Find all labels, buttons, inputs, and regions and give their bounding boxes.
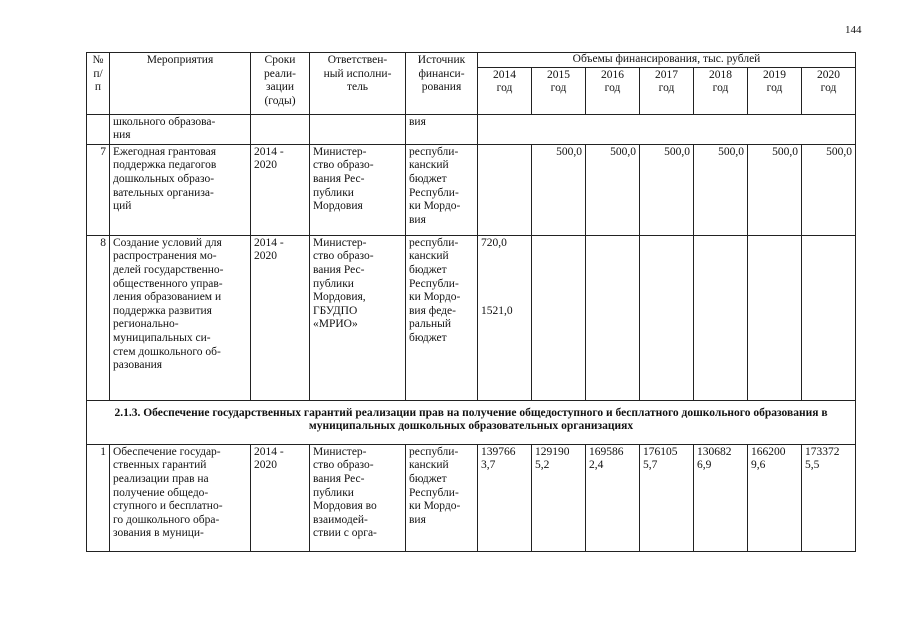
cell-value: 500,0	[694, 144, 748, 235]
cell-terms	[251, 114, 310, 144]
cell-value: 176105 5,7	[640, 444, 694, 551]
cell-source: вия	[406, 114, 478, 144]
cell-event: Ежегодная грантовая поддержка педагогов дошкольных образо- вательных организа- ций	[110, 144, 251, 235]
section-row	[87, 400, 856, 444]
cell-terms: 2014 - 2020	[251, 144, 310, 235]
cell-executor: Министер- ство образо- вания Рес- публики Мордовия	[310, 144, 406, 235]
cell-value: 500,0	[532, 144, 586, 235]
cell-source: республи- канский бюджет Республи- ки Мордо- вия феде- ральный бюджет	[406, 235, 478, 400]
cell-executor	[310, 114, 406, 144]
cell-values	[478, 114, 856, 144]
table-row-8	[87, 235, 856, 400]
cell-num: 1	[87, 444, 110, 551]
table-row-1	[87, 444, 856, 551]
cell-executor: Министер- ство образо- вания Рес- публики Мордовия во взаимодей- ствии с орга-	[310, 444, 406, 551]
cell-value	[478, 144, 532, 235]
header-terms: Сроки реали- зации (годы)	[251, 53, 310, 115]
cell-terms: 2014 - 2020	[251, 235, 310, 400]
cell-value	[748, 235, 802, 400]
cell-value: 720,0 1521,0	[478, 235, 532, 400]
header-year: 2015 год	[532, 67, 586, 114]
cell-num	[87, 114, 110, 144]
cell-value: 500,0	[748, 144, 802, 235]
cell-num: 8	[87, 235, 110, 400]
header-funding: Объемы финансирования, тыс. рублей	[478, 53, 856, 68]
cell-value: 130682 6,9	[694, 444, 748, 551]
cell-source: республи- канский бюджет Республи- ки Мордо- вия	[406, 444, 478, 551]
table-row-continuation	[87, 114, 856, 144]
cell-event: школьного образова- ния	[110, 114, 251, 144]
cell-value	[532, 235, 586, 400]
header-row	[87, 53, 856, 68]
header-year: 2019 год	[748, 67, 802, 114]
cell-value: 166200 9,6	[748, 444, 802, 551]
header-source: Источник финанси- рования	[406, 53, 478, 115]
table-row-7	[87, 144, 856, 235]
header-event: Мероприятия	[110, 53, 251, 115]
cell-value: 500,0	[640, 144, 694, 235]
header-year: 2014 год	[478, 67, 532, 114]
cell-value	[802, 235, 856, 400]
header-year: 2018 год	[694, 67, 748, 114]
cell-value: 500,0	[586, 144, 640, 235]
cell-value	[586, 235, 640, 400]
header-year: 2020 год	[802, 67, 856, 114]
section-title: 2.1.3. Обеспечение государственных гарантий реализации прав на получение общедоступного и бесплатного дошкольного образования в муниципальных дошкольных образовательных организациях	[87, 400, 856, 444]
cell-event: Создание условий для распространения мо- делей государственно- общественного управ- ления образованием и поддержка развития регионально- муниципальных си- стем дошкольного об- разования	[110, 235, 251, 400]
cell-num: 7	[87, 144, 110, 235]
cell-value: 139766 3,7	[478, 444, 532, 551]
cell-executor: Министер- ство образо- вания Рес- публики Мордовия, ГБУДПО «МРИО»	[310, 235, 406, 400]
cell-terms: 2014 - 2020	[251, 444, 310, 551]
header-executor: Ответствен- ный исполни- тель	[310, 53, 406, 115]
header-year: 2017 год	[640, 67, 694, 114]
cell-source: республи- канский бюджет Республи- ки Мордо- вия	[406, 144, 478, 235]
cell-value	[694, 235, 748, 400]
header-num: № п/ п	[87, 53, 110, 115]
cell-event: Обеспечение государ- ственных гарантий реализации прав на получение общедо- ступного и бесплатно- го дошкольного обра- зования в муници-	[110, 444, 251, 551]
cell-value: 500,0	[802, 144, 856, 235]
cell-value: 173372 5,5	[802, 444, 856, 551]
cell-value	[640, 235, 694, 400]
header-year: 2016 год	[586, 67, 640, 114]
cell-value: 169586 2,4	[586, 444, 640, 551]
cell-value: 129190 5,2	[532, 444, 586, 551]
funding-table	[86, 52, 856, 552]
page-number: 144	[845, 24, 862, 36]
